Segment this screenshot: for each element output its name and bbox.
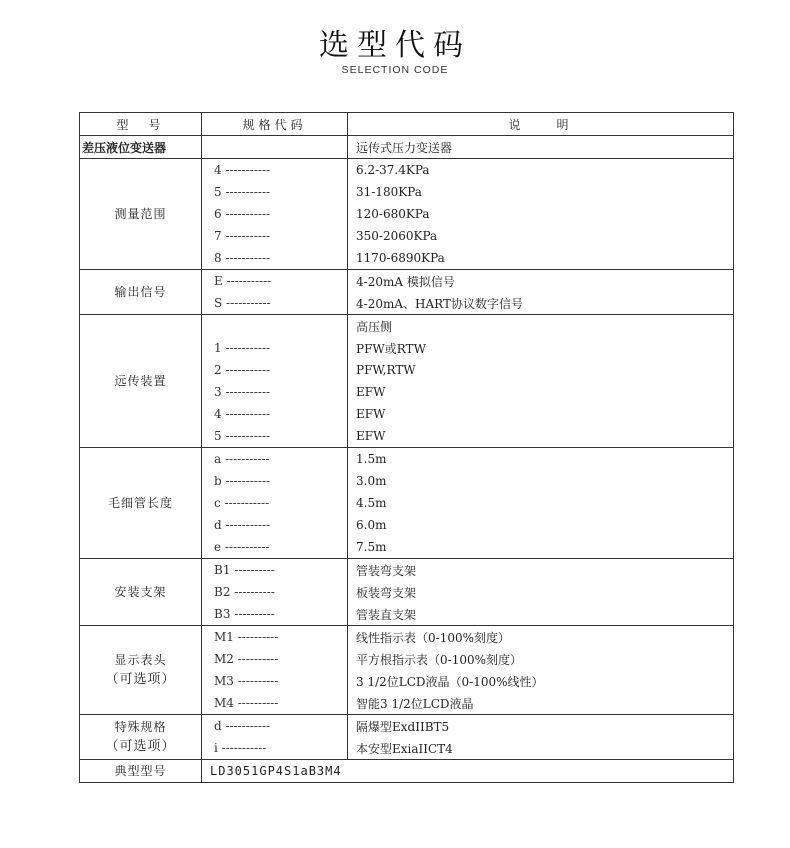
- spec-code: S -----------: [202, 292, 348, 315]
- spec-desc: EFW: [348, 381, 734, 403]
- spec-desc: 3.0m: [348, 470, 734, 492]
- spec-desc: EFW: [348, 403, 734, 425]
- spec-desc: 4-20mA、HART协议数字信号: [348, 292, 734, 315]
- table-header-row: [80, 113, 734, 136]
- spec-desc: 板装弯支架: [348, 581, 734, 603]
- spec-code: 6 -----------: [202, 203, 348, 225]
- product-desc: 远传式压力变送器: [348, 136, 734, 159]
- spec-code: 3 -----------: [202, 381, 348, 403]
- group-label-text: 远传装置: [114, 374, 167, 388]
- spec-desc: 1.5m: [348, 448, 734, 471]
- spec-code: 7 -----------: [202, 225, 348, 247]
- example-label: 典型型号: [80, 760, 202, 783]
- spec-desc: 6.0m: [348, 514, 734, 536]
- spec-row: [80, 315, 734, 338]
- spec-desc: 31-180KPa: [348, 181, 734, 203]
- spec-desc: 管装弯支架: [348, 559, 734, 582]
- spec-row: [80, 270, 734, 293]
- spec-desc: 4-20mA 模拟信号: [348, 270, 734, 293]
- spec-code: M1 ----------: [202, 626, 348, 649]
- page-title: 选型代码: [319, 28, 471, 63]
- spec-code: b -----------: [202, 470, 348, 492]
- product-row: [80, 136, 734, 159]
- spec-code: B3 ----------: [202, 603, 348, 626]
- spec-desc: 6.2-37.4KPa: [348, 159, 734, 182]
- spec-desc: 4.5m: [348, 492, 734, 514]
- spec-code: e -----------: [202, 536, 348, 559]
- spec-row: [80, 715, 734, 738]
- spec-code: d -----------: [202, 514, 348, 536]
- spec-row: [80, 559, 734, 582]
- spec-code: i -----------: [202, 737, 348, 760]
- spec-code: 4 -----------: [202, 403, 348, 425]
- group-sublabel: （可选项）: [105, 739, 176, 754]
- spec-code: M4 ----------: [202, 692, 348, 715]
- spec-desc: 120-680KPa: [348, 203, 734, 225]
- group-label: [80, 626, 202, 715]
- group-label: [80, 559, 202, 626]
- spec-code: d -----------: [202, 715, 348, 738]
- group-label-text: 安装支架: [114, 585, 167, 599]
- spec-desc: 平方根指示表（0-100%刻度）: [348, 648, 734, 670]
- header-code: 规格代码: [202, 113, 348, 136]
- header-model: 型 号: [80, 113, 202, 136]
- example-model-code: LD3051GP4S1aB3M4: [202, 760, 734, 783]
- spec-code: 8 -----------: [202, 247, 348, 270]
- spec-desc: PFW或RTW: [348, 337, 734, 359]
- spec-desc: PFW,RTW: [348, 359, 734, 381]
- page-subtitle: SELECTION CODE: [341, 64, 449, 76]
- spec-desc: 本安型ExiaIICT4: [348, 737, 734, 760]
- spec-code: 2 -----------: [202, 359, 348, 381]
- group-label: [80, 448, 202, 559]
- spec-code: 1 -----------: [202, 337, 348, 359]
- spec-desc: 350-2060KPa: [348, 225, 734, 247]
- group-label: [80, 159, 202, 270]
- spec-code: a -----------: [202, 448, 348, 471]
- spec-desc: 1170-6890KPa: [348, 247, 734, 270]
- spec-code: B2 ----------: [202, 581, 348, 603]
- product-name: 差压液位变送器: [80, 136, 202, 159]
- spec-code: M3 ----------: [202, 670, 348, 692]
- group-label-text: 特殊规格: [114, 720, 167, 734]
- group-label: [80, 270, 202, 315]
- group-label-text: 测量范围: [114, 207, 167, 221]
- group-label: [80, 715, 202, 760]
- example-row: [80, 760, 734, 783]
- spec-code: E -----------: [202, 270, 348, 293]
- spec-row: [80, 448, 734, 471]
- group-label-text: 输出信号: [114, 285, 167, 299]
- spec-code: c -----------: [202, 492, 348, 514]
- spec-desc: 管装直支架: [348, 603, 734, 626]
- spec-code: M2 ----------: [202, 648, 348, 670]
- spec-desc: 线性指示表（0-100%刻度）: [348, 626, 734, 649]
- spec-desc: EFW: [348, 425, 734, 448]
- spec-code: 5 -----------: [202, 425, 348, 448]
- product-code-empty: [202, 136, 348, 159]
- spec-code: [202, 315, 348, 338]
- spec-row: [80, 626, 734, 649]
- spec-desc: 3 1/2位LCD液晶（0-100%线性）: [348, 670, 734, 692]
- spec-code: 4 -----------: [202, 159, 348, 182]
- spec-desc: 7.5m: [348, 536, 734, 559]
- header-desc: 说 明: [348, 113, 734, 136]
- selection-code-table: [79, 112, 734, 783]
- group-sublabel: （可选项）: [105, 672, 176, 687]
- spec-desc: 高压侧: [348, 315, 734, 338]
- group-label: [80, 315, 202, 448]
- group-label-text: 显示表头: [114, 653, 167, 667]
- spec-code: 5 -----------: [202, 181, 348, 203]
- spec-code: B1 ----------: [202, 559, 348, 582]
- group-label-text: 毛细管长度: [107, 496, 173, 510]
- spec-row: [80, 159, 734, 182]
- spec-desc: 智能3 1/2位LCD液晶: [348, 692, 734, 715]
- spec-desc: 隔爆型ExdIIBT5: [348, 715, 734, 738]
